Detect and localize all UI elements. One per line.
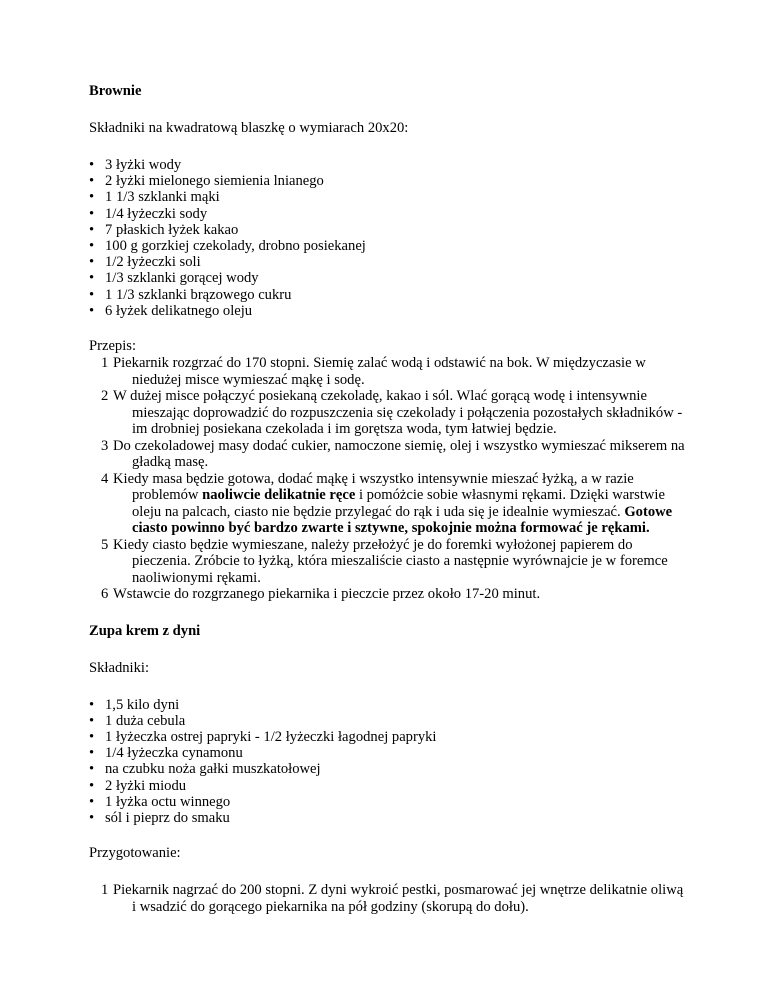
recipe-step (89, 471, 689, 537)
step-text: Do czekoladowej masy dodać cukier, namoczone siemię, olej i wszystko wymieszać mikserem na gładką masę. (113, 437, 685, 471)
list-item: • 1 1/3 szklanki mąki (89, 189, 689, 205)
step-number: 6 (101, 586, 109, 603)
list-item: • 1/2 łyżeczki soli (89, 254, 689, 270)
recipe-step (89, 537, 689, 587)
soup-title: Zupa krem z dyni (89, 622, 201, 639)
step-text: W dużej misce połączyć posiekaną czekoladę, kakao i sól. Wlać gorącą wodę i intensywnie mieszając doprowadzić do rozpuszczenia się czekolady i połączenia pozostałych składników - im drobniej posiekana czekolada i im gorętsza woda, tym łatwiej będzie. (113, 388, 683, 438)
step-text: Piekarnik nagrzać do 200 stopni. Z dyni wykroić pestki, posmarować jej wnętrze delikatnie oliwą i wsadzić do gorącego piekarnika na pół godziny (skorupą do dołu). (113, 882, 684, 915)
list-item: • 2 łyżki mielonego siemienia lnianego (89, 173, 689, 189)
step-text: Kiedy masa będzie gotowa, dodać mąkę i wszystko intensywnie mieszać łyżką, a w razie problemów (113, 470, 634, 504)
list-item: • 3 łyżki wody (89, 157, 689, 173)
recipe-step (89, 882, 689, 915)
brownie-ingredient-list (89, 157, 689, 319)
step-number: 2 (101, 388, 109, 405)
soup-intro: Składniki: (89, 659, 149, 676)
list-item: • 6 łyżek delikatnego oleju (89, 303, 689, 319)
step-number: 1 (101, 355, 109, 372)
list-item: • 1/4 łyżeczka cynamonu (89, 745, 689, 761)
list-item: • 2 łyżki miodu (89, 778, 689, 794)
soup-ingredient-list (89, 697, 689, 827)
list-item: • 7 płaskich łyżek kakao (89, 222, 689, 238)
brownie-recipe-label: Przepis: (89, 338, 137, 355)
soup-step-list (89, 882, 689, 915)
brownie-intro: Składniki na kwadratową blaszkę o wymiarach 20x20: (89, 120, 409, 136)
list-item: • 1 1/3 szklanki brązowego cukru (89, 287, 689, 303)
list-item: • 1,5 kilo dyni (89, 697, 689, 713)
list-item: • 1 łyżka octu winnego (89, 794, 689, 810)
step-text: Piekarnik rozgrzać do 170 stopni. Siemię zalać wodą i odstawić na bok. W międzyczasie w niedużej misce wymieszać mąkę i sodę. (113, 355, 646, 388)
list-item: • 100 g gorzkiej czekolady, drobno posiekanej (89, 238, 689, 254)
list-item: • 1/3 szklanki gorącej wody (89, 270, 689, 286)
step-number: 4 (101, 470, 109, 487)
list-item: • sól i pieprz do smaku (89, 810, 689, 826)
recipe-step (89, 586, 689, 603)
step-text: Kiedy ciasto będzie wymieszane, należy przełożyć je do foremki wyłożonej papierem do pieczenia. Zróbcie to łyżką, która mieszaliście ciasto a następnie wyrównajcie je w foremce naoliwionymi rękami. (113, 536, 668, 586)
brownie-title: Brownie (89, 83, 142, 99)
soup-prep-label: Przygotowanie: (89, 845, 181, 862)
brownie-step-list (89, 355, 689, 603)
step-text: i pomóżcie sobie własnymi rękami. Dzięki warstwie oleju na palcach, ciasto nie będzie przylegać do rąk i uda się je idealnie wymieszać. (132, 487, 665, 520)
list-item: • 1 duża cebula (89, 713, 689, 729)
document-page (89, 83, 689, 935)
recipe-step (89, 438, 689, 471)
list-item: • 1/4 łyżeczki sody (89, 206, 689, 222)
list-item: • 1 łyżeczka ostrej papryki - 1/2 łyżeczki łagodnej papryki (89, 729, 689, 745)
step-text-bold: Gotowe ciasto powinno być bardzo zwarte i sztywne, spokojnie można formować je rękami. (132, 503, 673, 537)
step-text-bold: naoliwcie delikatnie ręce (202, 487, 356, 504)
step-text: Wstawcie do rozgrzanego piekarnika i pieczcie przez około 17-20 minut. (113, 586, 541, 603)
step-number: 3 (101, 437, 109, 454)
step-number: 5 (101, 536, 109, 553)
list-item: • na czubku noża gałki muszkatołowej (89, 761, 689, 777)
step-number: 1 (101, 882, 109, 899)
recipe-step (89, 388, 689, 438)
recipe-step (89, 355, 689, 388)
